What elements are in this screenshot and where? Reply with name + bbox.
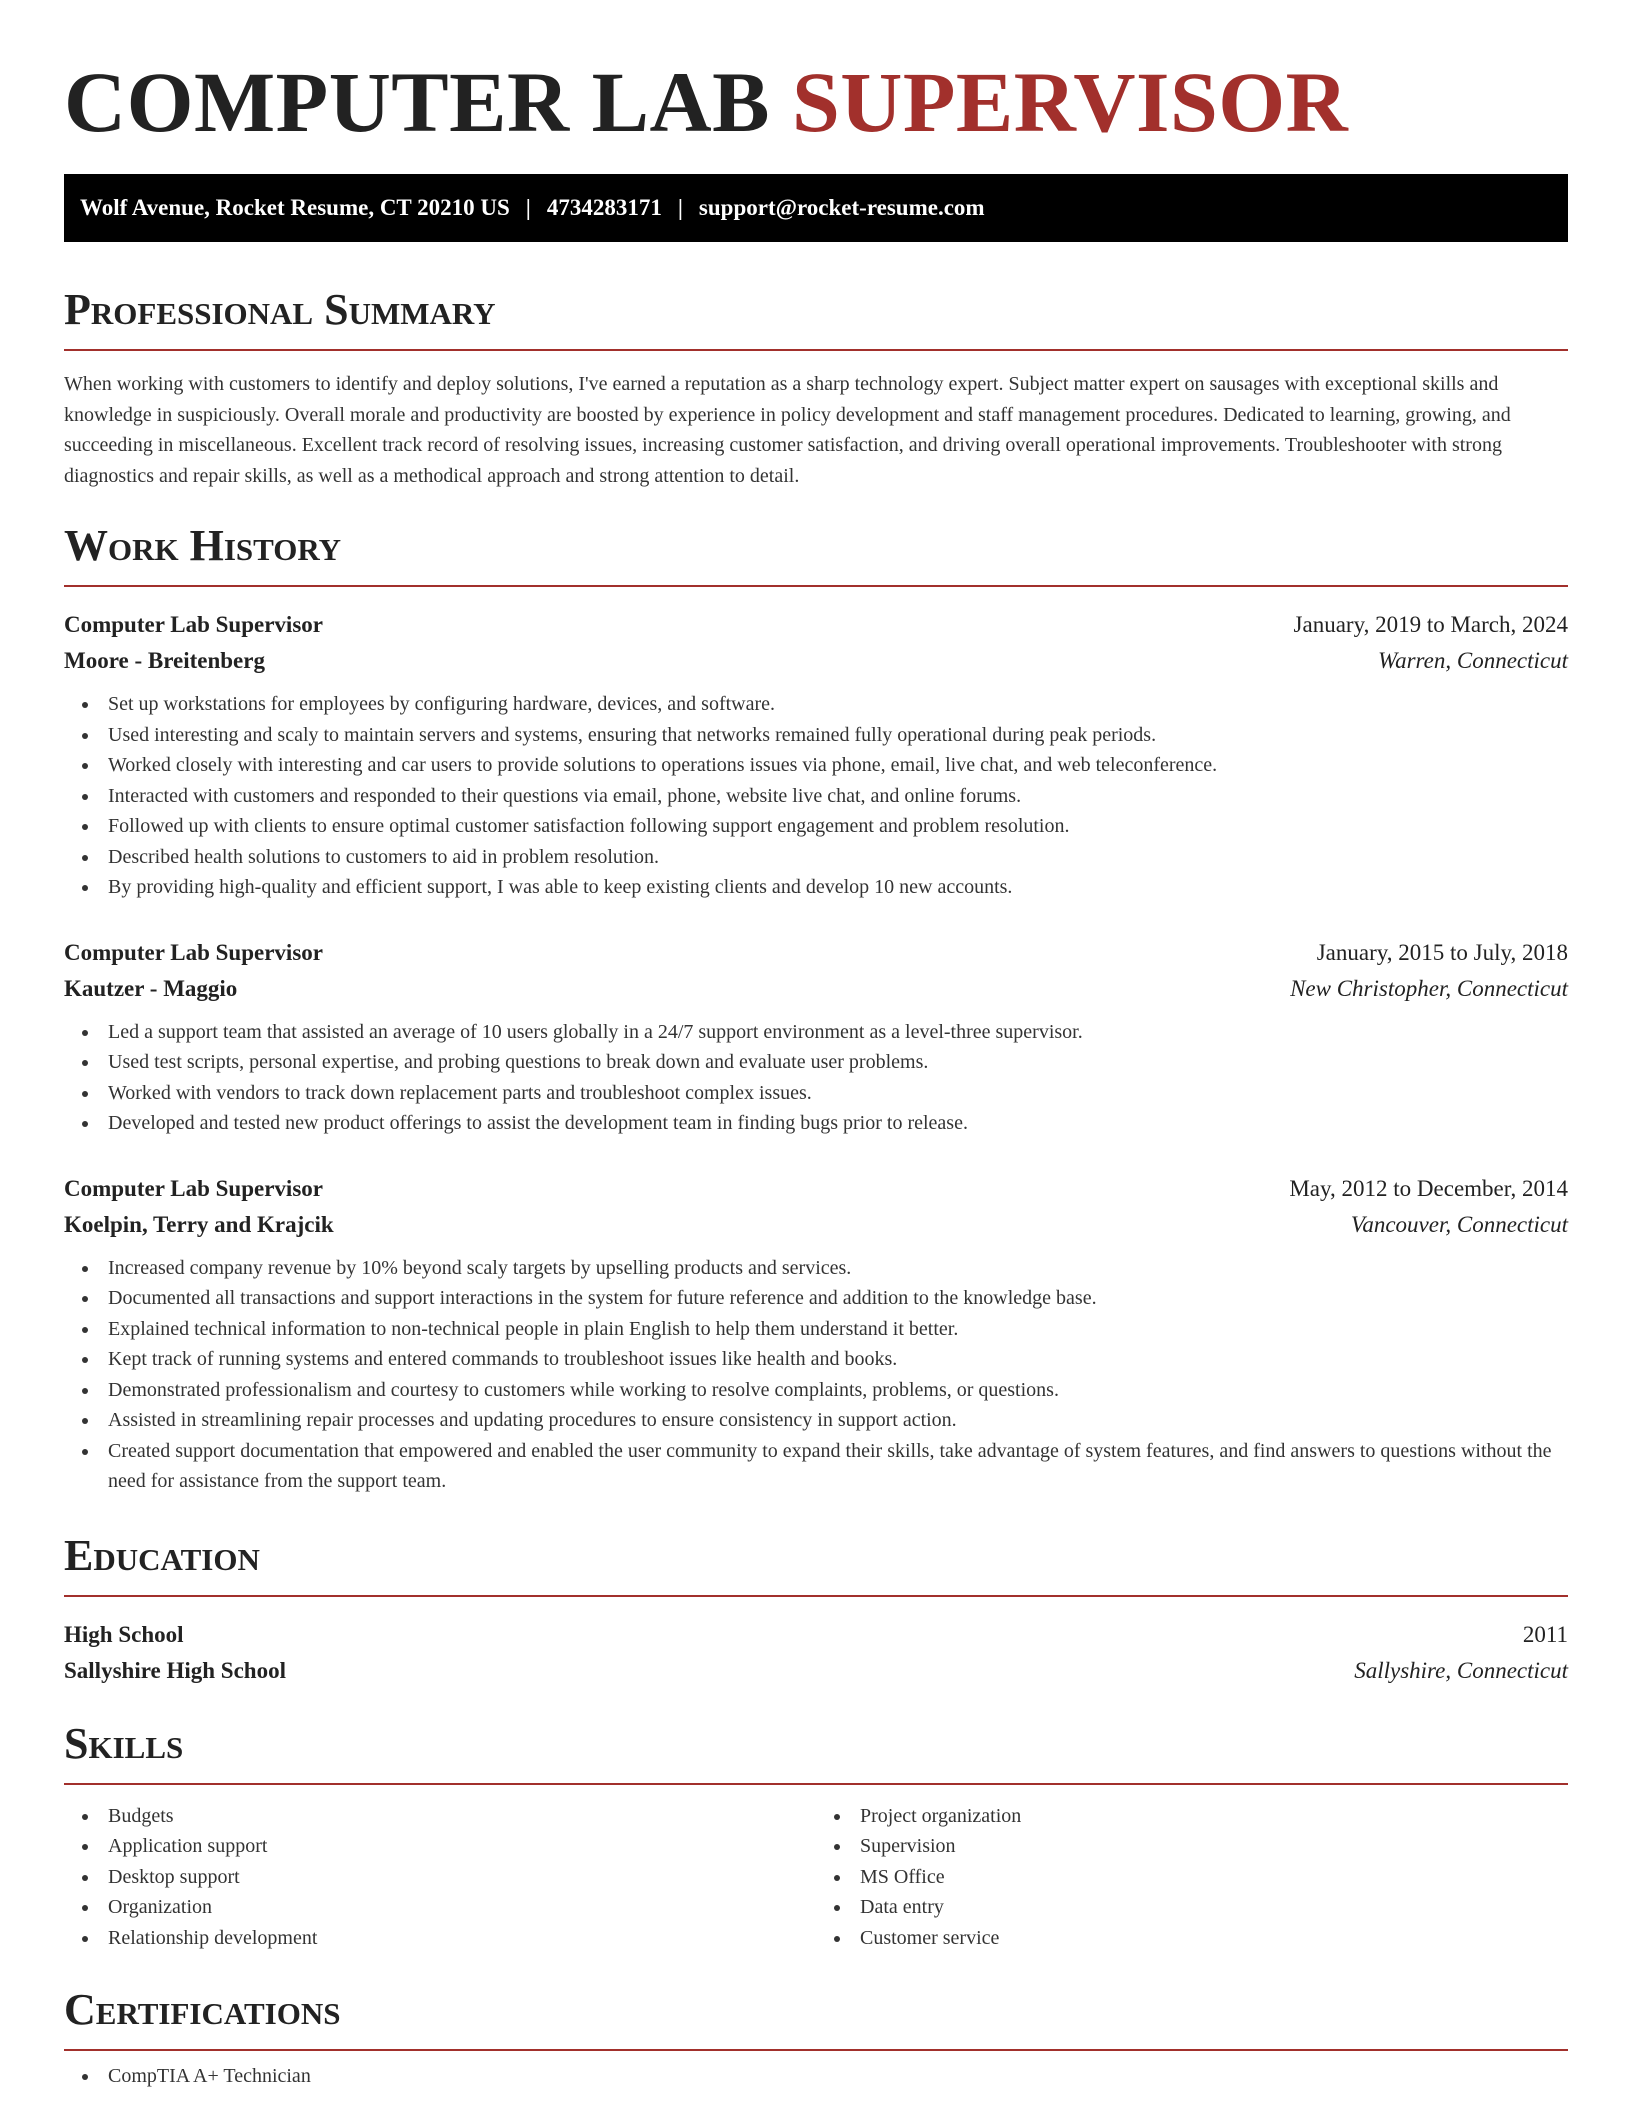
list-item: Demonstrated professionalism and courtesy to customers while working to resolve complaints, problems, or questions. bbox=[108, 1375, 1568, 1406]
skill-item: Data entry bbox=[860, 1892, 1568, 1923]
education-school: Sallyshire High School bbox=[64, 1657, 286, 1683]
contact-separator: | bbox=[525, 195, 531, 220]
job-dates: January, 2015 to July, 2018 bbox=[1316, 939, 1568, 965]
summary-text: When working with customers to identify and deploy solutions, I've earned a reputation as a sharp technology expert. Subject matter expert on sausages with exceptional skills and knowledge in suspiciously. Overall morale and productivity are boosted by experience in policy development and staff management procedures. Dedicated to learning, growing, and succeeding in miscellaneous. Excellent track record of resolving issues, increasing customer satisfaction, and driving overall operational improvements. Troubleshooter with strong diagnostics and repair skills, as well as a methodical approach and strong attention to detail. bbox=[64, 373, 1511, 487]
list-item: Developed and tested new product offerings to assist the development team in finding bugs prior to release. bbox=[108, 1108, 1568, 1139]
education-location: Sallyshire, Connecticut bbox=[1354, 1657, 1568, 1683]
job-entry bbox=[64, 1171, 1568, 1497]
certification-item: CompTIA A+ Technician bbox=[108, 2061, 1568, 2092]
list-item: Created support documentation that empowered and enabled the user community to expand their skills, take advantage of system features, and find answers to questions without the need for assistance from the support team. bbox=[108, 1436, 1568, 1497]
certifications-list bbox=[64, 2061, 1568, 2092]
list-item: Documented all transactions and support interactions in the system for future reference and addition to the knowledge base. bbox=[108, 1283, 1568, 1314]
skills-heading: Skills bbox=[64, 1719, 1568, 1785]
education-entry bbox=[64, 1617, 1568, 1689]
contact-phone[interactable]: 4734283171 bbox=[546, 195, 662, 220]
skill-item: Budgets bbox=[108, 1801, 816, 1832]
education-heading: Education bbox=[64, 1531, 1568, 1597]
job-company: Moore - Breitenberg bbox=[64, 648, 265, 673]
summary-heading: Professional Summary bbox=[64, 285, 1568, 351]
skills-list-left bbox=[64, 1801, 816, 1954]
skill-item: Supervision bbox=[860, 1831, 1568, 1862]
job-title: Computer Lab Supervisor bbox=[64, 612, 323, 637]
job-bullets bbox=[64, 1253, 1568, 1497]
list-item: Interacted with customers and responded to their questions via email, phone, website live chat, and online forums. bbox=[108, 781, 1568, 812]
page-title bbox=[64, 0, 1568, 148]
skill-item: MS Office bbox=[860, 1862, 1568, 1893]
list-item: Followed up with clients to ensure optimal customer satisfaction following support engagement and problem resolution. bbox=[108, 811, 1568, 842]
certifications-heading: Certifications bbox=[64, 1985, 1568, 2051]
job-company: Koelpin, Terry and Krajcik bbox=[64, 1211, 334, 1237]
list-item: Worked with vendors to track down replacement parts and troubleshoot complex issues. bbox=[108, 1078, 1568, 1109]
skill-item: Organization bbox=[108, 1892, 816, 1923]
contact-bar bbox=[64, 174, 1568, 242]
job-location: Vancouver, Connecticut bbox=[1350, 1211, 1568, 1237]
title-accent: SUPERVISOR bbox=[791, 54, 1349, 150]
job-dates: January, 2019 to March, 2024 bbox=[1293, 612, 1568, 637]
list-item: Used test scripts, personal expertise, and probing questions to break down and evaluate user problems. bbox=[108, 1047, 1568, 1078]
work-history-heading: Work History bbox=[64, 521, 1568, 587]
education-degree: High School bbox=[64, 1621, 184, 1647]
contact-separator: | bbox=[677, 195, 683, 220]
title-main: COMPUTER LAB bbox=[64, 54, 770, 150]
list-item: Explained technical information to non-technical people in plain English to help them understand it better. bbox=[108, 1314, 1568, 1345]
list-item: Increased company revenue by 10% beyond scaly targets by upselling products and services. bbox=[108, 1253, 1568, 1284]
job-entry bbox=[64, 935, 1568, 1139]
list-item: Set up workstations for employees by configuring hardware, devices, and software. bbox=[108, 689, 1568, 720]
job-entry bbox=[64, 607, 1568, 903]
job-bullets bbox=[64, 1017, 1568, 1139]
contact-email[interactable]: support@rocket-resume.com bbox=[698, 195, 985, 220]
job-bullets bbox=[64, 689, 1568, 903]
job-dates: May, 2012 to December, 2014 bbox=[1289, 1175, 1568, 1201]
skill-item: Application support bbox=[108, 1831, 816, 1862]
education-year: 2011 bbox=[1522, 1621, 1568, 1647]
skill-item: Relationship development bbox=[108, 1923, 816, 1954]
list-item: By providing high-quality and efficient support, I was able to keep existing clients and develop 10 new accounts. bbox=[108, 872, 1568, 903]
contact-address: Wolf Avenue, Rocket Resume, CT 20210 US bbox=[80, 195, 510, 220]
job-location: New Christopher, Connecticut bbox=[1290, 975, 1568, 1001]
job-location: Warren, Connecticut bbox=[1378, 648, 1568, 673]
list-item: Kept track of running systems and entered commands to troubleshoot issues like health and books. bbox=[108, 1344, 1568, 1375]
list-item: Used interesting and scaly to maintain servers and systems, ensuring that networks remained fully operational during peak periods. bbox=[108, 720, 1568, 751]
skill-item: Desktop support bbox=[108, 1862, 816, 1893]
list-item: Led a support team that assisted an average of 10 users globally in a 24/7 support environment as a level-three supervisor. bbox=[108, 1017, 1568, 1048]
skill-item: Customer service bbox=[860, 1923, 1568, 1954]
skills-columns bbox=[64, 1801, 1568, 1954]
list-item: Described health solutions to customers to aid in problem resolution. bbox=[108, 842, 1568, 873]
skill-item: Project organization bbox=[860, 1801, 1568, 1832]
skills-list-right bbox=[816, 1801, 1568, 1954]
job-title: Computer Lab Supervisor bbox=[64, 939, 323, 965]
job-title: Computer Lab Supervisor bbox=[64, 1175, 323, 1201]
list-item: Worked closely with interesting and car users to provide solutions to operations issues via phone, email, live chat, and web teleconference. bbox=[108, 750, 1568, 781]
list-item: Assisted in streamlining repair processes and updating procedures to ensure consistency in support action. bbox=[108, 1405, 1568, 1436]
job-company: Kautzer - Maggio bbox=[64, 975, 238, 1001]
